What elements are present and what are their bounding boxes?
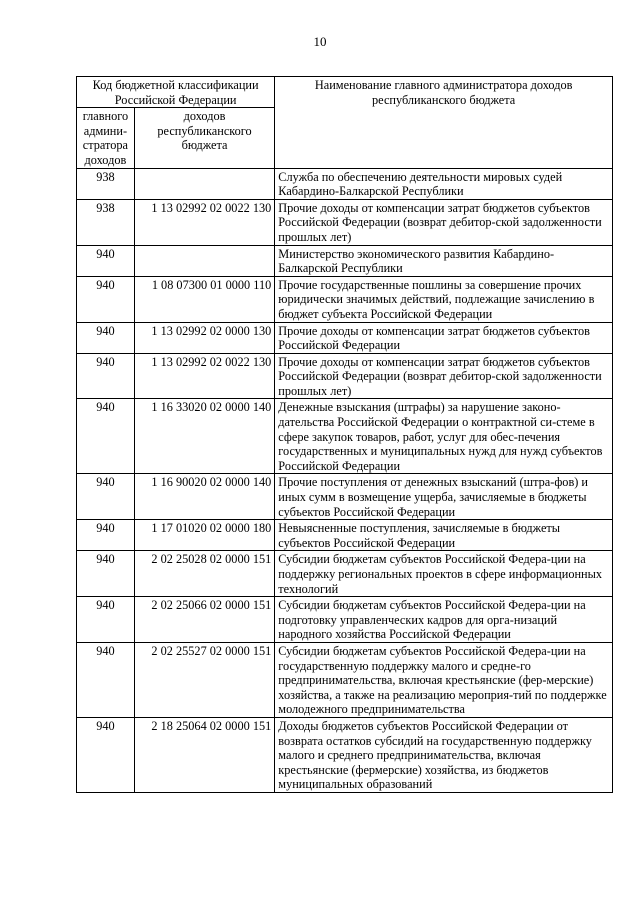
table-row <box>77 399 613 474</box>
admin-code-cell: 938 <box>77 168 135 199</box>
table-row <box>77 353 613 399</box>
budget-code-cell: 1 13 02992 02 0000 130 <box>134 322 274 353</box>
table-row <box>77 597 613 643</box>
admin-code-cell: 940 <box>77 245 135 276</box>
budget-code-cell: 1 13 02992 02 0022 130 <box>134 353 274 399</box>
revenue-name-cell: Субсидии бюджетам субъектов Российской Федера-ции на подготовку управленческих кадров для орга-низаций народного хозяйства Российской Федерации <box>275 597 613 643</box>
budget-code-cell: 1 16 33020 02 0000 140 <box>134 399 274 474</box>
table-row <box>77 642 613 717</box>
revenue-name-cell: Денежные взыскания (штрафы) за нарушение законо-дательства Российской Федерации о контрактной си-стеме в сфере закупок товаров, работ, услуг для обес-печения государственных и муниципальных нужд для нужд субъектов Российской Федерации <box>275 399 613 474</box>
admin-code-cell: 940 <box>77 474 135 520</box>
budget-code-cell: 2 02 25028 02 0000 151 <box>134 551 274 597</box>
budget-code-cell <box>134 168 274 199</box>
budget-code-cell: 2 02 25527 02 0000 151 <box>134 642 274 717</box>
budget-code-cell <box>134 245 274 276</box>
admin-code-cell: 940 <box>77 551 135 597</box>
admin-code-cell: 940 <box>77 597 135 643</box>
budget-code-cell: 2 18 25064 02 0000 151 <box>134 717 274 792</box>
table-body <box>77 168 613 792</box>
table-row <box>77 520 613 551</box>
budget-code-cell: 1 17 01020 02 0000 180 <box>134 520 274 551</box>
table-row <box>77 245 613 276</box>
admin-code-cell: 938 <box>77 199 135 245</box>
budget-code-cell: 1 16 90020 02 0000 140 <box>134 474 274 520</box>
revenue-name-cell: Прочие поступления от денежных взысканий (штра-фов) и иных сумм в возмещение ущерба, зачисляемые в бюджеты субъектов Российской Федерации <box>275 474 613 520</box>
revenue-name-cell: Служба по обеспечению деятельности мировых судей Кабардино-Балкарской Республики <box>275 168 613 199</box>
table-row <box>77 199 613 245</box>
page-number: 10 <box>313 34 327 49</box>
admin-code-cell: 940 <box>77 520 135 551</box>
table-row <box>77 474 613 520</box>
table-row <box>77 551 613 597</box>
admin-code-cell: 940 <box>77 322 135 353</box>
header-classification-code: Код бюджетной классификации Российской Федерации <box>77 77 275 108</box>
revenue-name-cell: Доходы бюджетов субъектов Российской Федерации от возврата остатков субсидий на государственную поддержку малого и среднего предпринимательства, включая крестьянские (фермерские) хозяйства, из бюджетов муниципальных образований <box>275 717 613 792</box>
table-row <box>77 168 613 199</box>
admin-code-cell: 940 <box>77 276 135 322</box>
revenue-name-cell: Прочие доходы от компенсации затрат бюджетов субъектов Российской Федерации <box>275 322 613 353</box>
table-row <box>77 717 613 792</box>
revenue-name-cell: Министерство экономического развития Кабардино-Балкарской Республики <box>275 245 613 276</box>
budget-code-cell: 1 13 02992 02 0022 130 <box>134 199 274 245</box>
admin-code-cell: 940 <box>77 399 135 474</box>
revenue-administrators-table <box>76 76 613 793</box>
revenue-name-cell: Прочие доходы от компенсации затрат бюджетов субъектов Российской Федерации (возврат дебитор-ской задолженности прошлых лет) <box>275 353 613 399</box>
header-main-administrator: главного админи-стратора доходов <box>77 108 135 168</box>
admin-code-cell: 940 <box>77 353 135 399</box>
header-administrator-name: Наименование главного администратора доходов республиканского бюджета <box>275 77 613 169</box>
table-row <box>77 276 613 322</box>
table-row <box>77 322 613 353</box>
revenue-name-cell: Субсидии бюджетам субъектов Российской Федера-ции на государственную поддержку малого и средне-го предпринимательства, включая крестьянские (фер-мерские) хозяйства, а также на реализацию мероприя-тий по поддержке молодежного предпринимательства <box>275 642 613 717</box>
admin-code-cell: 940 <box>77 642 135 717</box>
budget-code-cell: 1 08 07300 01 0000 110 <box>134 276 274 322</box>
budget-code-cell: 2 02 25066 02 0000 151 <box>134 597 274 643</box>
revenue-name-cell: Невыясненные поступления, зачисляемые в бюджеты субъектов Российской Федерации <box>275 520 613 551</box>
revenue-name-cell: Прочие доходы от компенсации затрат бюджетов субъектов Российской Федерации (возврат дебитор-ской задолженности прошлых лет) <box>275 199 613 245</box>
revenue-name-cell: Прочие государственные пошлины за совершение прочих юридически значимых действий, подлежащие зачислению в бюджет субъекта Российской Федерации <box>275 276 613 322</box>
header-revenue-code: доходов республиканского бюджета <box>134 108 274 168</box>
admin-code-cell: 940 <box>77 717 135 792</box>
revenue-name-cell: Субсидии бюджетам субъектов Российской Федера-ции на поддержку региональных проектов в сфере информационных технологий <box>275 551 613 597</box>
